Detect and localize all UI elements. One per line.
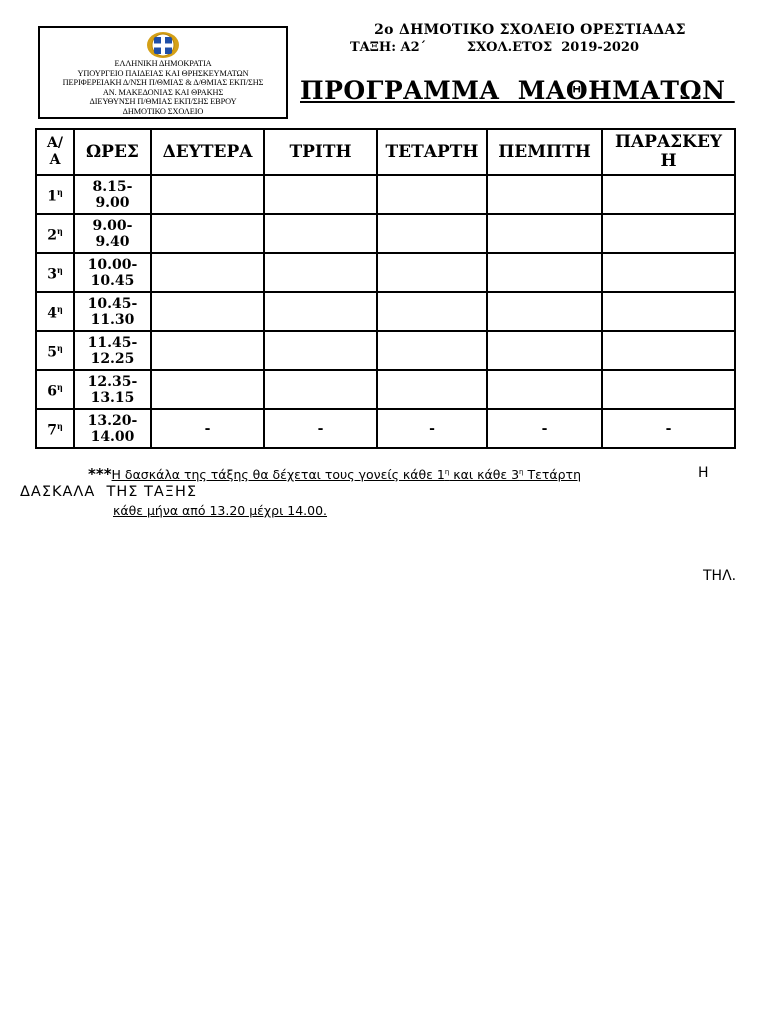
cell-monday: -	[151, 409, 264, 448]
cell-friday	[602, 214, 735, 253]
cell-tuesday	[264, 292, 377, 331]
note-stars: ***	[88, 465, 112, 483]
header-friday: ΠΑΡΑΣΚΕΥ Η	[602, 129, 735, 175]
timetable-row	[36, 214, 735, 253]
timetable-row	[36, 292, 735, 331]
cell-friday	[602, 331, 735, 370]
cell-friday	[602, 292, 735, 331]
cell-wednesday	[377, 370, 487, 409]
cell-friday	[602, 370, 735, 409]
period-time: 10.45- 11.30	[74, 292, 151, 331]
cell-wednesday	[377, 253, 487, 292]
cell-monday	[151, 292, 264, 331]
period-time: 8.15- 9.00	[74, 175, 151, 214]
teacher-signature-label: ΔΑΣΚΑΛΑ ΤΗΣ ΤΑΞΗΣ	[20, 484, 198, 500]
greek-coat-of-arms-icon	[146, 31, 180, 59]
period-time: 12.35- 13.15	[74, 370, 151, 409]
cell-tuesday	[264, 370, 377, 409]
cell-tuesday: -	[264, 409, 377, 448]
cell-tuesday	[264, 175, 377, 214]
header-wednesday: ΤΕΤΑΡΤΗ	[377, 129, 487, 175]
cell-thursday	[487, 214, 602, 253]
signature-prefix: Η	[698, 465, 709, 481]
period-number: $4^\eta$	[36, 292, 74, 331]
cell-monday	[151, 331, 264, 370]
note-text: Η δασκάλα της τάξης θα δέχεται τους γονείς κάθε $1^\eta$ και κάθε $3^\eta$ Τετάρτη	[111, 467, 581, 482]
header-tuesday: ΤΡΙΤΗ	[264, 129, 377, 175]
cell-thursday	[487, 175, 602, 214]
period-number: $1^\eta$	[36, 175, 74, 214]
cell-thursday	[487, 292, 602, 331]
timetable-row	[36, 370, 735, 409]
cell-wednesday: -	[377, 409, 487, 448]
note-line-2: κάθε μήνα από 13.20 μέχρι 14.00.	[113, 503, 328, 518]
cell-wednesday	[377, 175, 487, 214]
period-time: 10.00- 10.45	[74, 253, 151, 292]
cell-tuesday	[264, 214, 377, 253]
cell-wednesday	[377, 292, 487, 331]
timetable-row	[36, 331, 735, 370]
period-time: 13.20- 14.00	[74, 409, 151, 448]
phone-label: ΤΗΛ.	[703, 568, 737, 584]
cell-friday	[602, 253, 735, 292]
header-aa: Α/ Α	[36, 129, 74, 175]
cell-thursday	[487, 253, 602, 292]
cell-thursday	[487, 331, 602, 370]
cell-tuesday	[264, 253, 377, 292]
header-line-directorate: ΔΙΕΥΘΥΝΣΗ Π/ΘΜΙΑΣ ΕΚΠ/ΣΗΣ ΕΒΡΟΥ	[89, 97, 237, 107]
cell-wednesday	[377, 331, 487, 370]
header-thursday: ΠΕΜΠΤΗ	[487, 129, 602, 175]
timetable-header-row	[36, 129, 735, 175]
school-name: 2ο ΔΗΜΟΤΙΚΟ ΣΧΟΛΕΙΟ ΟΡΕΣΤΙΑΔΑΣ	[374, 22, 686, 38]
header-line-regional: ΠΕΡΙΦΕΡΕΙΑΚΗ Δ/ΝΣΗ Π/ΘΜΙΑΣ & Δ/ΘΜΙΑΣ ΕΚΠ/ΣΗΣ	[62, 78, 264, 88]
class-and-year: ΤΑΞΗ: Α2΄ ΣΧΟΛ.ΕΤΟΣ 2019-2020	[350, 40, 640, 55]
timetable-row	[36, 409, 735, 448]
header-hours: ΩΡΕΣ	[74, 129, 151, 175]
period-number: $6^\eta$	[36, 370, 74, 409]
timetable	[35, 128, 736, 449]
cell-friday: -	[602, 409, 735, 448]
period-time: 9.00- 9.40	[74, 214, 151, 253]
header-line-region-name: ΑΝ. ΜΑΚΕΔΟΝΙΑΣ ΚΑΙ ΘΡΑΚΗΣ	[102, 87, 224, 97]
timetable-row	[36, 253, 735, 292]
period-number: $3^\eta$	[36, 253, 74, 292]
timetable-row	[36, 175, 735, 214]
cell-monday	[151, 214, 264, 253]
page-title: ΠΡΟΓΡΑΜΜΑ ΜΑΘΗΜΑΤΩΝ	[300, 76, 735, 105]
cell-monday	[151, 175, 264, 214]
parent-meeting-note	[88, 465, 709, 483]
cell-monday	[151, 253, 264, 292]
period-time: 11.45- 12.25	[74, 331, 151, 370]
cell-friday	[602, 175, 735, 214]
header-monday: ΔΕΥΤΕΡΑ	[151, 129, 264, 175]
period-number: $5^\eta$	[36, 331, 74, 370]
cell-thursday: -	[487, 409, 602, 448]
cell-thursday	[487, 370, 602, 409]
cell-tuesday	[264, 331, 377, 370]
period-number: $7^\eta$	[36, 409, 74, 448]
ministry-header-box	[38, 26, 288, 119]
period-number: $2^\eta$	[36, 214, 74, 253]
cell-wednesday	[377, 214, 487, 253]
header-line-ministry: ΥΠΟΥΡΓΕΙΟ ΠΑΙΔΕΙΑΣ ΚΑΙ ΘΡΗΣΚΕΥΜΑΤΩΝ	[77, 68, 249, 78]
cell-monday	[151, 370, 264, 409]
header-line-republic: ΕΛΛΗΝΙΚΗ ΔΗΜΟΚΡΑΤΙΑ	[114, 59, 212, 68]
header-line-school: ΔΗΜΟΤΙΚΟ ΣΧΟΛΕΙΟ	[122, 106, 204, 116]
